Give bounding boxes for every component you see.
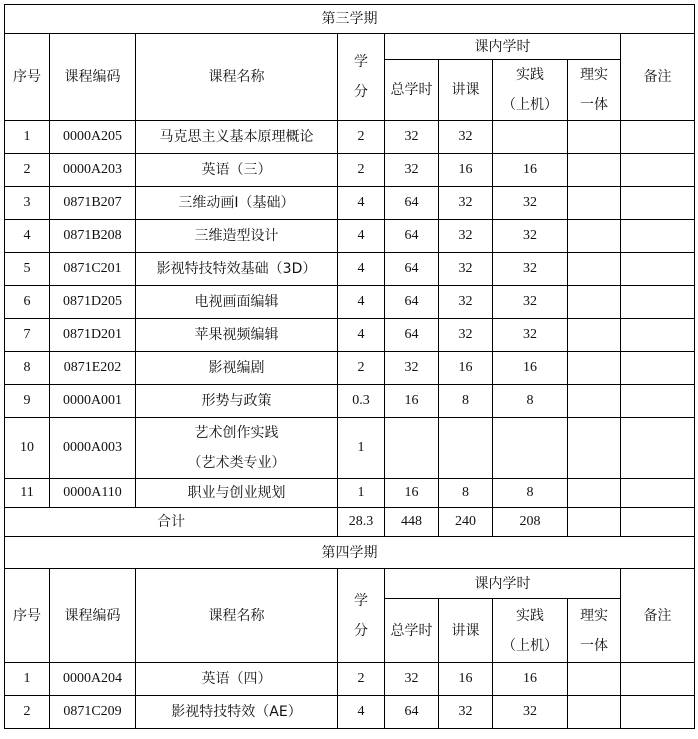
term-title-row xyxy=(5,537,695,569)
cell-lecture: 32 xyxy=(439,319,493,352)
table-row xyxy=(5,121,695,154)
header-integrated-line1: 理实 xyxy=(580,607,608,624)
cell-code: 0871C201 xyxy=(50,253,136,286)
cell-lecture: 32 xyxy=(439,121,493,154)
header-hours: 课内学时 xyxy=(385,569,621,599)
header-name: 课程名称 xyxy=(136,569,338,663)
total-label: 合计 xyxy=(5,508,338,537)
cell-name: 形势与政策 xyxy=(136,385,338,418)
cell-name: 三维造型设计 xyxy=(136,220,338,253)
header-seq: 序号 xyxy=(5,34,50,121)
cell-credit: 4 xyxy=(338,220,385,253)
cell-remark xyxy=(621,187,695,220)
cell-name: 英语（三） xyxy=(136,154,338,187)
cell-integrated xyxy=(568,220,621,253)
cell-total: 32 xyxy=(385,154,439,187)
cell-seq: 1 xyxy=(5,121,50,154)
header-row xyxy=(5,34,695,60)
header-credit xyxy=(338,569,385,663)
cell-remark xyxy=(621,696,695,729)
cell-seq: 2 xyxy=(5,696,50,729)
header-credit xyxy=(338,34,385,121)
cell-remark xyxy=(621,319,695,352)
cell-lecture: 32 xyxy=(439,286,493,319)
header-integrated-line2: 一体 xyxy=(580,97,608,113)
cell-remark xyxy=(621,154,695,187)
cell-name xyxy=(136,418,338,479)
cell-name: 英语（四） xyxy=(136,663,338,696)
cell-name-line1: 艺术创作实践 xyxy=(194,425,279,441)
cell-practice: 32 xyxy=(493,286,568,319)
cell-lecture: 32 xyxy=(439,220,493,253)
cell-total xyxy=(385,418,439,479)
cell-lecture: 16 xyxy=(439,663,493,696)
cell-seq: 6 xyxy=(5,286,50,319)
header-credit-line1: 学 xyxy=(354,592,368,609)
cell-practice: 16 xyxy=(493,352,568,385)
cell-remark xyxy=(621,663,695,696)
cell-credit: 0.3 xyxy=(338,385,385,418)
header-integrated-line1: 理实 xyxy=(580,67,608,83)
cell-integrated xyxy=(568,253,621,286)
table-row xyxy=(5,286,695,319)
table-row xyxy=(5,696,695,729)
header-practice-line2: （上机） xyxy=(502,97,558,113)
cell-practice xyxy=(493,418,568,479)
cell-name: 电视画面编辑 xyxy=(136,286,338,319)
cell-seq: 11 xyxy=(5,479,50,508)
cell-remark xyxy=(621,286,695,319)
cell-total: 64 xyxy=(385,319,439,352)
cell-integrated xyxy=(568,663,621,696)
cell-lecture: 8 xyxy=(439,479,493,508)
cell-practice: 32 xyxy=(493,253,568,286)
cell-total: 32 xyxy=(385,352,439,385)
header-total: 总学时 xyxy=(385,599,439,663)
term-title: 第四学期 xyxy=(5,537,695,569)
cell-remark xyxy=(621,479,695,508)
cell-name: 苹果视频编辑 xyxy=(136,319,338,352)
cell-remark xyxy=(621,352,695,385)
total-row xyxy=(5,508,695,537)
cell-credit: 1 xyxy=(338,418,385,479)
table-row xyxy=(5,385,695,418)
cell-credit: 2 xyxy=(338,121,385,154)
cell-seq: 3 xyxy=(5,187,50,220)
cell-credit: 2 xyxy=(338,663,385,696)
cell-credit: 4 xyxy=(338,319,385,352)
cell-code: 0000A205 xyxy=(50,121,136,154)
cell-practice: 8 xyxy=(493,385,568,418)
cell-seq: 4 xyxy=(5,220,50,253)
cell-seq: 10 xyxy=(5,418,50,479)
header-credit-line2: 分 xyxy=(354,622,368,639)
table-row xyxy=(5,253,695,286)
header-practice-line1: 实践 xyxy=(516,67,544,83)
cell-practice: 32 xyxy=(493,220,568,253)
header-practice xyxy=(493,599,568,663)
table-row xyxy=(5,352,695,385)
cell-total: 64 xyxy=(385,696,439,729)
cell-credit: 4 xyxy=(338,253,385,286)
header-name: 课程名称 xyxy=(136,34,338,121)
cell-credit: 4 xyxy=(338,286,385,319)
cell-integrated xyxy=(568,385,621,418)
cell-total: 64 xyxy=(385,220,439,253)
table-row xyxy=(5,187,695,220)
header-remark: 备注 xyxy=(621,34,695,121)
total-integrated xyxy=(568,508,621,537)
header-seq: 序号 xyxy=(5,569,50,663)
cell-seq: 5 xyxy=(5,253,50,286)
total-hours: 448 xyxy=(385,508,439,537)
cell-lecture: 32 xyxy=(439,187,493,220)
cell-integrated xyxy=(568,121,621,154)
cell-lecture: 16 xyxy=(439,154,493,187)
cell-remark xyxy=(621,418,695,479)
cell-total: 64 xyxy=(385,187,439,220)
cell-practice: 32 xyxy=(493,696,568,729)
cell-seq: 7 xyxy=(5,319,50,352)
cell-practice: 8 xyxy=(493,479,568,508)
cell-code: 0000A001 xyxy=(50,385,136,418)
header-integrated-line2: 一体 xyxy=(580,637,608,654)
cell-name: 三维动画Ⅰ（基础） xyxy=(136,187,338,220)
cell-total: 32 xyxy=(385,663,439,696)
cell-total: 64 xyxy=(385,286,439,319)
cell-practice: 32 xyxy=(493,187,568,220)
table-row xyxy=(5,663,695,696)
header-row xyxy=(5,569,695,599)
table-row xyxy=(5,479,695,508)
cell-name: 影视特技特效（AE） xyxy=(136,696,338,729)
header-hours: 课内学时 xyxy=(385,34,621,60)
table-row xyxy=(5,154,695,187)
cell-practice: 16 xyxy=(493,154,568,187)
table-row xyxy=(5,418,695,479)
cell-lecture: 32 xyxy=(439,696,493,729)
header-lecture: 讲课 xyxy=(439,60,493,121)
cell-remark xyxy=(621,253,695,286)
cell-integrated xyxy=(568,319,621,352)
course-schedule-table xyxy=(4,4,695,729)
cell-name: 影视特技特效基础（3D） xyxy=(136,253,338,286)
header-credit-line2: 分 xyxy=(354,84,368,100)
cell-name: 马克思主义基本原理概论 xyxy=(136,121,338,154)
header-credit-line1: 学 xyxy=(354,54,368,70)
cell-code: 0000A003 xyxy=(50,418,136,479)
header-integrated xyxy=(568,60,621,121)
total-lecture: 240 xyxy=(439,508,493,537)
header-total: 总学时 xyxy=(385,60,439,121)
cell-practice: 16 xyxy=(493,663,568,696)
table-row xyxy=(5,319,695,352)
cell-integrated xyxy=(568,418,621,479)
header-code: 课程编码 xyxy=(50,34,136,121)
cell-integrated xyxy=(568,352,621,385)
cell-remark xyxy=(621,220,695,253)
term-title: 第三学期 xyxy=(5,5,695,34)
cell-total: 64 xyxy=(385,253,439,286)
cell-total: 16 xyxy=(385,385,439,418)
cell-credit: 1 xyxy=(338,479,385,508)
cell-code: 0871E202 xyxy=(50,352,136,385)
cell-code: 0871D205 xyxy=(50,286,136,319)
cell-remark xyxy=(621,121,695,154)
cell-credit: 4 xyxy=(338,696,385,729)
cell-name: 影视编剧 xyxy=(136,352,338,385)
cell-code: 0000A110 xyxy=(50,479,136,508)
header-integrated xyxy=(568,599,621,663)
cell-credit: 2 xyxy=(338,154,385,187)
header-practice-line2: （上机） xyxy=(502,637,558,654)
cell-credit: 4 xyxy=(338,187,385,220)
cell-lecture xyxy=(439,418,493,479)
total-credit: 28.3 xyxy=(338,508,385,537)
header-remark: 备注 xyxy=(621,569,695,663)
table-row xyxy=(5,220,695,253)
cell-seq: 9 xyxy=(5,385,50,418)
header-practice xyxy=(493,60,568,121)
cell-integrated xyxy=(568,696,621,729)
cell-integrated xyxy=(568,154,621,187)
cell-total: 16 xyxy=(385,479,439,508)
cell-integrated xyxy=(568,187,621,220)
cell-practice: 32 xyxy=(493,319,568,352)
cell-integrated xyxy=(568,286,621,319)
cell-remark xyxy=(621,385,695,418)
cell-lecture: 8 xyxy=(439,385,493,418)
cell-lecture: 32 xyxy=(439,253,493,286)
cell-code: 0000A203 xyxy=(50,154,136,187)
cell-code: 0871D201 xyxy=(50,319,136,352)
total-practice: 208 xyxy=(493,508,568,537)
term-title-row xyxy=(5,5,695,34)
cell-code: 0871B207 xyxy=(50,187,136,220)
cell-credit: 2 xyxy=(338,352,385,385)
total-remark xyxy=(621,508,695,537)
cell-name: 职业与创业规划 xyxy=(136,479,338,508)
cell-code: 0871C209 xyxy=(50,696,136,729)
cell-practice xyxy=(493,121,568,154)
cell-lecture: 16 xyxy=(439,352,493,385)
cell-seq: 2 xyxy=(5,154,50,187)
cell-total: 32 xyxy=(385,121,439,154)
header-practice-line1: 实践 xyxy=(516,607,544,624)
cell-name-line2: （艺术类专业） xyxy=(187,455,286,471)
cell-seq: 8 xyxy=(5,352,50,385)
cell-integrated xyxy=(568,479,621,508)
header-code: 课程编码 xyxy=(50,569,136,663)
cell-code: 0871B208 xyxy=(50,220,136,253)
header-lecture: 讲课 xyxy=(439,599,493,663)
cell-code: 0000A204 xyxy=(50,663,136,696)
cell-seq: 1 xyxy=(5,663,50,696)
